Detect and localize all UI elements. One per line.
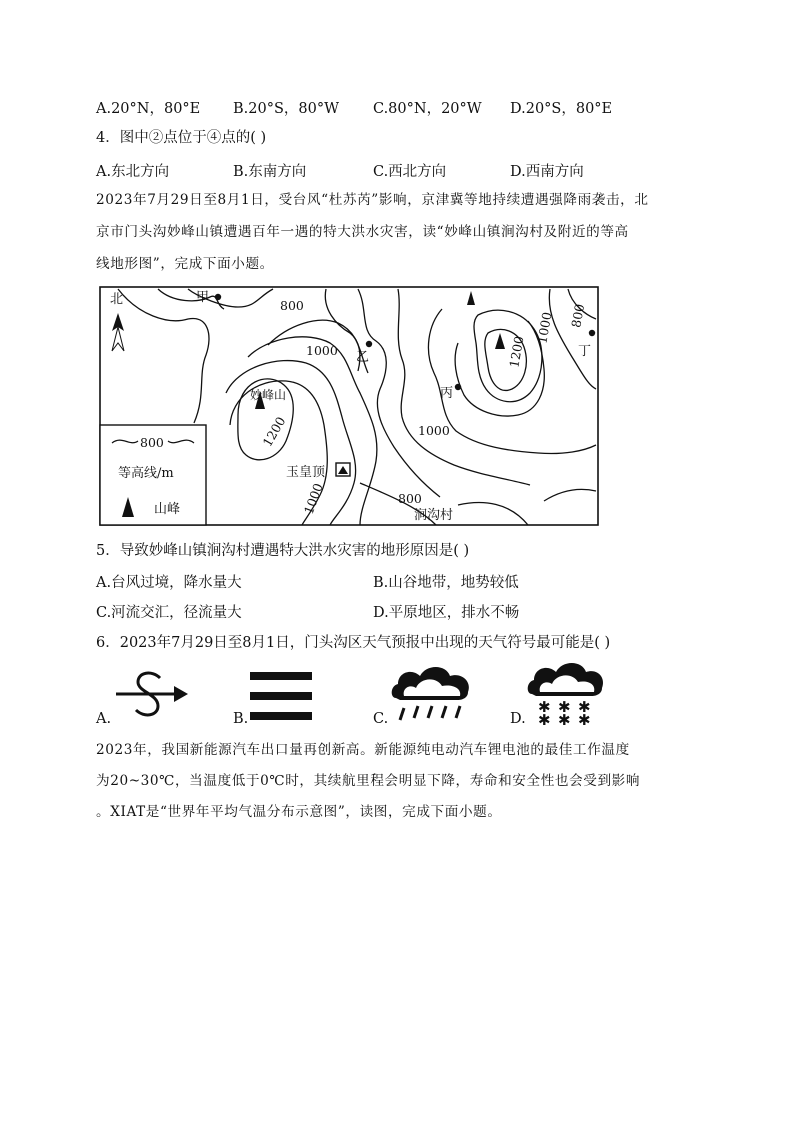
passage1-line2: 京市门头沟妙峰山镇遭遇百年一遇的特大洪水灾害，读“妙峰山镇涧沟村及附近的等高: [96, 224, 629, 240]
yuhuangding-icon: [336, 463, 350, 476]
contour-label: 1200: [506, 334, 527, 369]
q6-option-d-label: D.: [510, 711, 526, 727]
rain-symbol-icon: [390, 662, 474, 724]
contour-label: 1000: [534, 310, 555, 345]
legend-contour-value: 800: [140, 435, 164, 450]
svg-text:✱: ✱: [538, 711, 551, 726]
contour-label: 800: [568, 302, 588, 329]
q6-option-b-label: B.: [233, 711, 249, 727]
jiangou-label: 涧沟村: [414, 508, 454, 523]
svg-text:✱: ✱: [538, 698, 551, 716]
q4-option-d: D.西南方向: [510, 164, 584, 180]
contour-label: 800: [280, 298, 304, 313]
passage2-line1: 2023年，我国新能源汽车出口量再创新高。新能源纯电动汽车锂电池的最佳工作温度: [96, 742, 630, 758]
contour-map: [98, 285, 600, 527]
place-ding-label: 丁: [578, 344, 592, 359]
svg-text:✱: ✱: [558, 711, 571, 726]
svg-text:✱: ✱: [578, 698, 591, 716]
place-yi-label: 乙: [356, 350, 370, 365]
svg-text:✱: ✱: [558, 698, 571, 716]
q6-option-a-label: A.: [96, 711, 112, 727]
q3-option-d: D.20°S，80°E: [510, 101, 613, 117]
passage1-line3: 线地形图”，完成下面小题。: [96, 256, 274, 272]
place-jia-dot: [215, 294, 221, 300]
q3-option-c: C.80°N，20°W: [373, 101, 482, 117]
place-ding-dot: [589, 330, 595, 336]
q6-stem: 6．2023年7月29日至8月1日，门头沟区天气预报中出现的天气符号最可能是( ): [96, 635, 611, 651]
passage2-line3: 。XIAT是“世界年平均气温分布示意图”，读图，完成下面小题。: [96, 804, 502, 820]
legend-peak-text: 山峰: [154, 502, 181, 517]
passage1-line1: 2023年7月29日至8月1日，受台风“杜苏芮”影响，京津冀等地持续遭遇强降雨袭击，北: [96, 192, 649, 208]
fog-symbol-icon: [250, 672, 314, 724]
place-yi-dot: [366, 341, 372, 347]
contour-label: 800: [398, 491, 422, 506]
contour-label: 1200: [259, 414, 289, 450]
passage2-line2: 为20~30℃，当温度低于0℃时，其续航里程会明显下降，寿命和安全性也会受到影响: [96, 773, 641, 789]
q5-option-a: A.台风过境，降水量大: [96, 575, 242, 591]
q6-option-c-label: C.: [373, 711, 389, 727]
q3-option-a: A.20°N，80°E: [96, 101, 201, 117]
q5-option-c: C.河流交汇，径流量大: [96, 605, 242, 621]
q5-stem: 5．导致妙峰山镇涧沟村遭遇特大洪水灾害的地形原因是( ): [96, 543, 470, 559]
q3-option-b: B.20°S，80°W: [233, 101, 340, 117]
north-label: 北: [110, 292, 124, 307]
contour-label: 1000: [306, 343, 338, 358]
q5-option-d: D.平原地区，排水不畅: [373, 605, 520, 621]
q4-option-a: A.东北方向: [96, 164, 170, 180]
map-legend: [100, 425, 206, 525]
contour-label: 1000: [300, 481, 326, 517]
miaofeng-label: 妙峰山: [250, 388, 287, 402]
place-bing-label: 丙: [440, 386, 454, 401]
q4-option-c: C.西北方向: [373, 164, 447, 180]
contour-label: 1000: [418, 423, 450, 438]
q4-stem: 4．图中②点位于④点的( ): [96, 130, 267, 146]
yuhuangding-label: 玉皇顶: [286, 465, 326, 480]
legend-contour-text: 等高线/m: [118, 466, 174, 481]
snow-symbol-icon: [526, 660, 606, 726]
place-jia-label: 甲: [196, 290, 210, 305]
place-bing-dot: [455, 384, 461, 390]
wind-arrow-symbol-icon: [112, 668, 192, 720]
svg-text:✱: ✱: [578, 711, 591, 726]
q4-option-b: B.东南方向: [233, 164, 307, 180]
q5-option-b: B.山谷地带，地势较低: [373, 575, 519, 591]
